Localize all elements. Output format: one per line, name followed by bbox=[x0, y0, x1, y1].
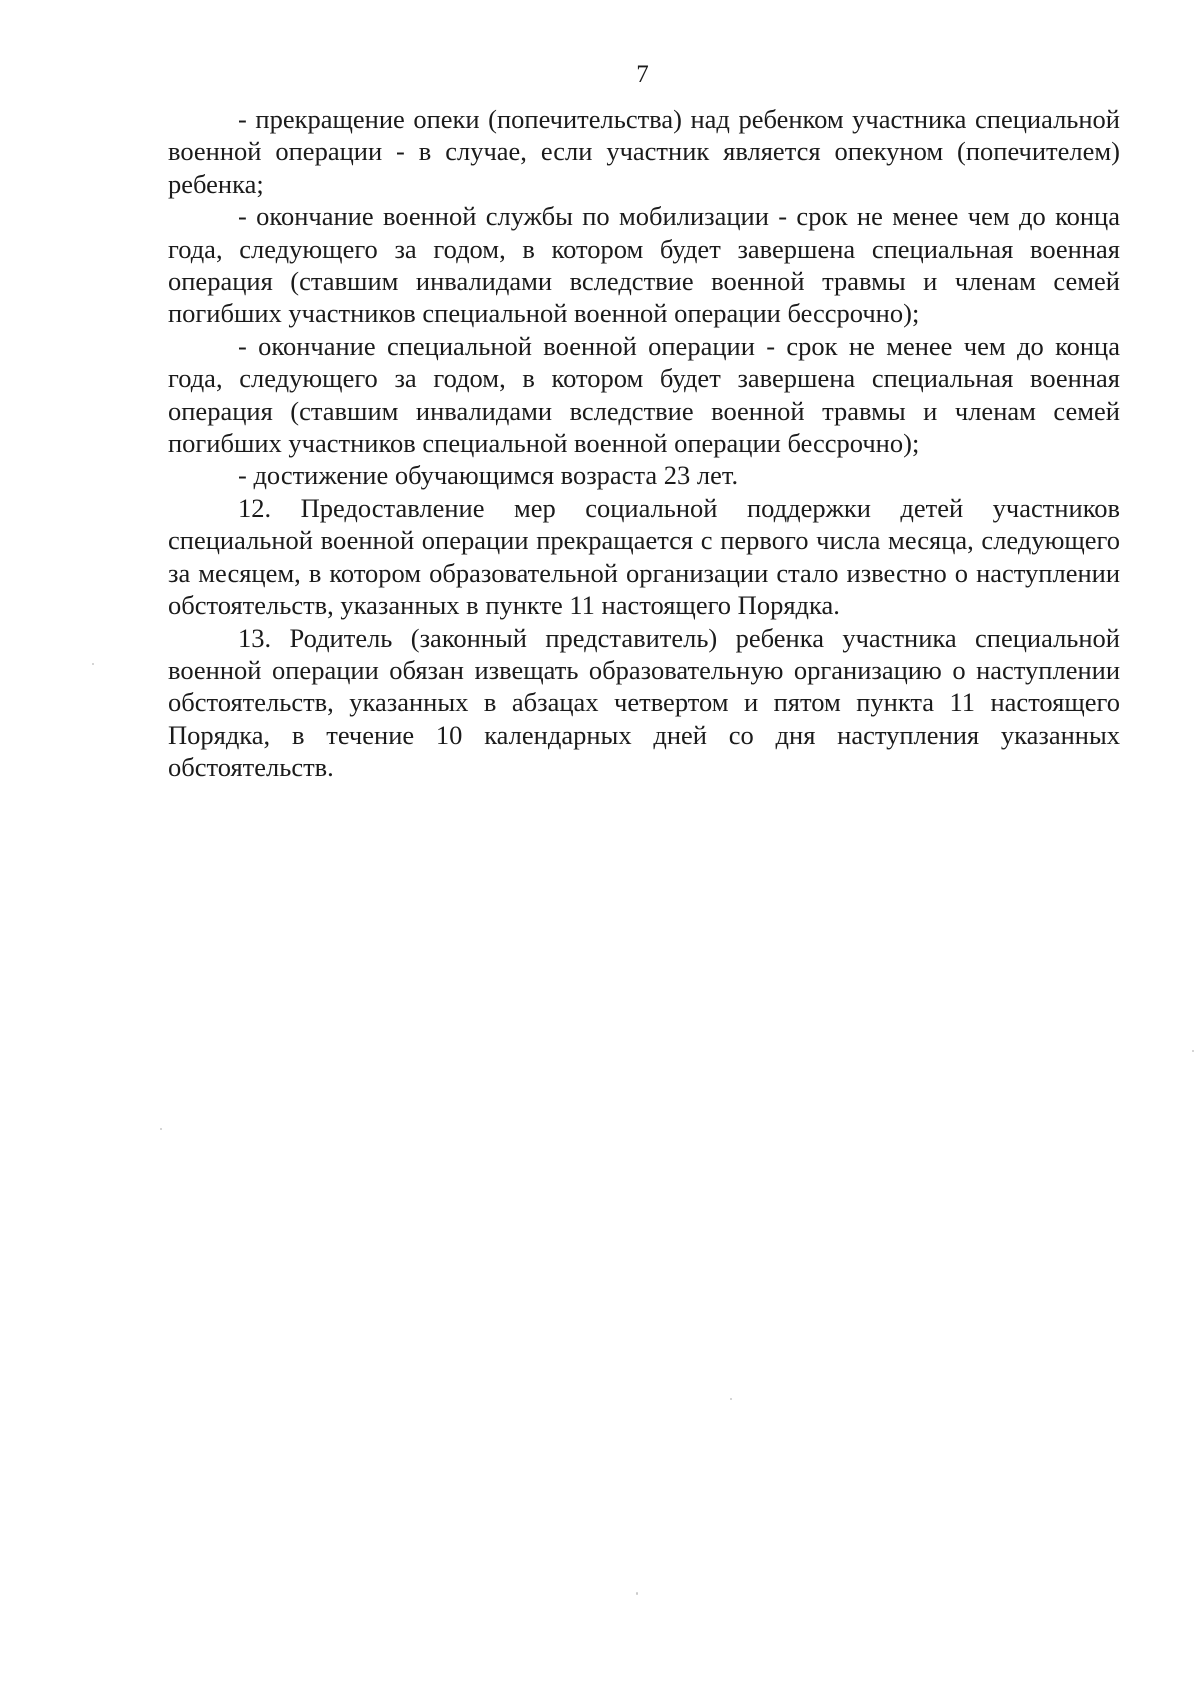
page-number: 7 bbox=[636, 61, 649, 88]
paragraph-operation-end: - окончание специальной военной операции - срок не менее чем до конца года, следующего за годом, в котором будет завершена специальная военная операция (ставшим инвалидами вследствие военной травмы и членам семей погибших участников специальной военной операции бессрочно); bbox=[168, 330, 1120, 459]
body-text bbox=[168, 103, 1120, 784]
scan-speck bbox=[160, 1128, 162, 1130]
paragraph-item-12: 12. Предоставление мер социальной поддержки детей участников специальной военной операции прекращается с первого числа месяца, следующего за месяцем, в котором образовательной организации стало известно о наступлении обстоятельств, указанных в пункте 11 настоящего Порядка. bbox=[168, 492, 1120, 621]
paragraph-mobilization-end: - окончание военной службы по мобилизации - срок не менее чем до конца года, следующего за годом, в котором будет завершена специальная военная операция (ставшим инвалидами вследствие военной травмы и членам семей погибших участников специальной военной операции бессрочно); bbox=[168, 201, 1120, 329]
scan-speck bbox=[92, 663, 94, 665]
scan-speck bbox=[636, 1592, 638, 1595]
paragraph-item-13: 13. Родитель (законный представитель) ребенка участника специальной военной операции обязан извещать образовательную организацию о наступлении обстоятельств, указанных в абзацах четвертом и пятом пункта 11 настоящего Порядка, в течение 10 календарных дней со дня наступления указанных обстоятельств. bbox=[168, 622, 1120, 783]
paragraph-guardianship-end: - прекращение опеки (попечительства) над ребенком участника специальной военной операции - в случае, если участник является опекуном (попечителем) ребенка; bbox=[168, 104, 1120, 199]
scan-speck bbox=[730, 1398, 732, 1400]
paragraph-age-limit: - достижение обучающимся возраста 23 лет. bbox=[238, 460, 739, 491]
scan-speck bbox=[1192, 1050, 1194, 1052]
